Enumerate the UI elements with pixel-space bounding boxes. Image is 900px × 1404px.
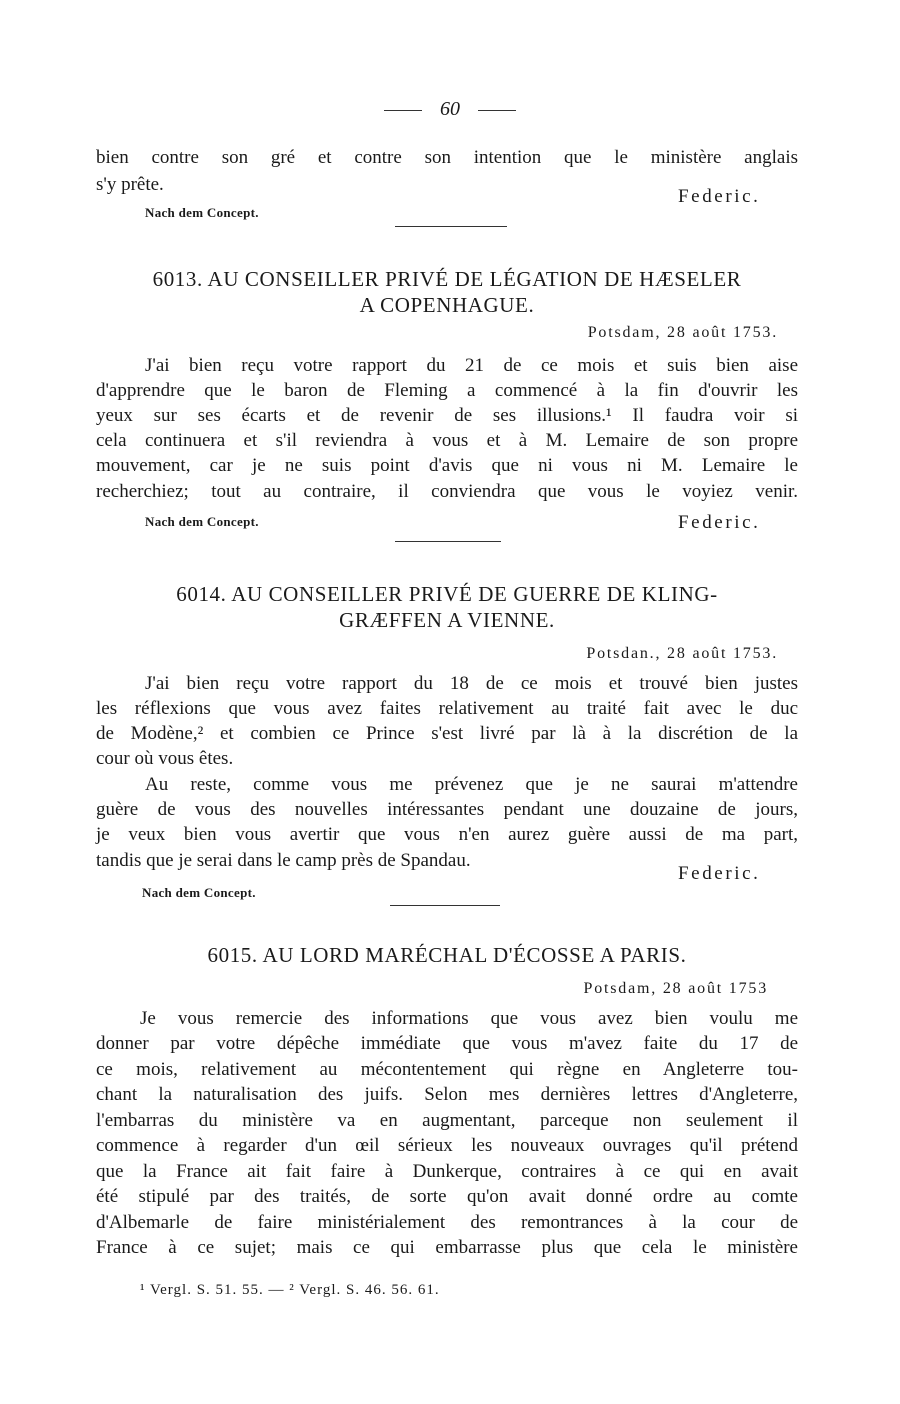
source-note: Nach dem Concept. xyxy=(145,514,259,529)
separator-rule xyxy=(390,905,500,906)
body-line: d'apprendre que le baron de Fleming a commencé à la fin d'ouvrir les xyxy=(96,380,798,401)
body-line: ce mois, relativement au mécontentement qui règne en Angleterre tou- xyxy=(96,1059,798,1080)
body-line: J'ai bien reçu votre rapport du 21 de ce mois et suis bien aise xyxy=(145,355,798,376)
body-line: les réflexions que vous avez faites relativement au traité fait avec le duc xyxy=(96,698,798,719)
separator-rule xyxy=(395,226,507,227)
body-line: France à ce sujet; mais ce qui embarrasse plus que cela le ministère xyxy=(96,1237,798,1258)
body-line: guère de vous des nouvelles intéressantes pendant une douzaine de jours, xyxy=(96,799,798,820)
letter-heading-cont: A COPENHAGUE. xyxy=(359,293,535,317)
letter-heading: 6014. AU CONSEILLER PRIVÉ DE GUERRE DE KLING- xyxy=(176,582,718,606)
signature: Federic. xyxy=(678,186,761,207)
body-line: Au reste, comme vous me prévenez que je ne saurai m'attendre xyxy=(145,774,798,795)
letter-date: Potsdan., 28 août 1753. xyxy=(586,645,778,662)
page-number-row xyxy=(0,98,900,121)
source-note: Nach dem Concept. xyxy=(145,205,259,220)
body-line: cela continuera et s'il reviendra à vous et à M. Lemaire de son propre xyxy=(96,430,798,451)
body-line: s'y prête. xyxy=(96,174,164,195)
letter-date: Potsdam, 28 août 1753. xyxy=(587,324,778,341)
body-line: cour où vous êtes. xyxy=(96,748,234,769)
body-line: tandis que je serai dans le camp près de Spandau. xyxy=(96,850,471,871)
body-line: de Modène,² et combien ce Prince s'est livré par là à la discrétion de la xyxy=(96,723,798,744)
body-line: commence à regarder d'un œil sérieux les nouveaux ouvrages qu'il prétend xyxy=(96,1135,798,1156)
page-number-dash-left xyxy=(384,110,422,111)
body-line: l'embarras du ministère va en augmentant, parceque non seulement il xyxy=(96,1110,798,1131)
letter-date: Potsdam, 28 août 1753 xyxy=(583,980,768,997)
body-line: J'ai bien reçu votre rapport du 18 de ce mois et trouvé bien justes xyxy=(145,673,798,694)
body-line: donner par votre dépêche immédiate que vous m'avez faite du 17 de xyxy=(96,1033,798,1054)
source-note: Nach dem Concept. xyxy=(142,885,256,900)
page-number: 60 xyxy=(440,98,460,120)
body-line: mouvement, car je ne suis point d'avis que ni vous ni M. Lemaire le xyxy=(96,455,798,476)
body-line: je veux bien vous avertir que vous n'en aurez guère aussi de ma part, xyxy=(96,824,798,845)
signature: Federic. xyxy=(678,512,761,533)
body-line: été stipulé par des traités, de sorte qu'on avait donné ordre au comte xyxy=(96,1186,798,1207)
body-line: d'Albemarle de faire ministérialement des remontrances à la cour de xyxy=(96,1212,798,1233)
body-line: chant la naturalisation des juifs. Selon mes dernières lettres d'Angleterre, xyxy=(96,1084,798,1105)
body-line: que la France ait fait faire à Dunkerque, contraires à ce qui en avait xyxy=(96,1161,798,1182)
body-line: recherchiez; tout au contraire, il conviendra que vous le voyiez venir. xyxy=(96,481,798,502)
letter-heading: 6013. AU CONSEILLER PRIVÉ DE LÉGATION DE HÆSELER xyxy=(152,267,742,291)
page-number-dash-right xyxy=(478,110,516,111)
body-line: bien contre son gré et contre son intention que le ministère anglais xyxy=(96,147,798,168)
letter-heading: 6015. AU LORD MARÉCHAL D'ÉCOSSE A PARIS. xyxy=(207,943,687,967)
body-line: yeux sur ses écarts et de revenir de ses illusions.¹ Il faudra voir si xyxy=(96,405,798,426)
signature: Federic. xyxy=(678,863,761,884)
letter-heading-cont: GRÆFFEN A VIENNE. xyxy=(339,608,555,632)
footnotes: ¹ Vergl. S. 51. 55. — ² Vergl. S. 46. 56. 61. xyxy=(140,1282,440,1298)
body-line: Je vous remercie des informations que vous avez bien voulu me xyxy=(140,1008,798,1029)
separator-rule xyxy=(395,541,501,542)
